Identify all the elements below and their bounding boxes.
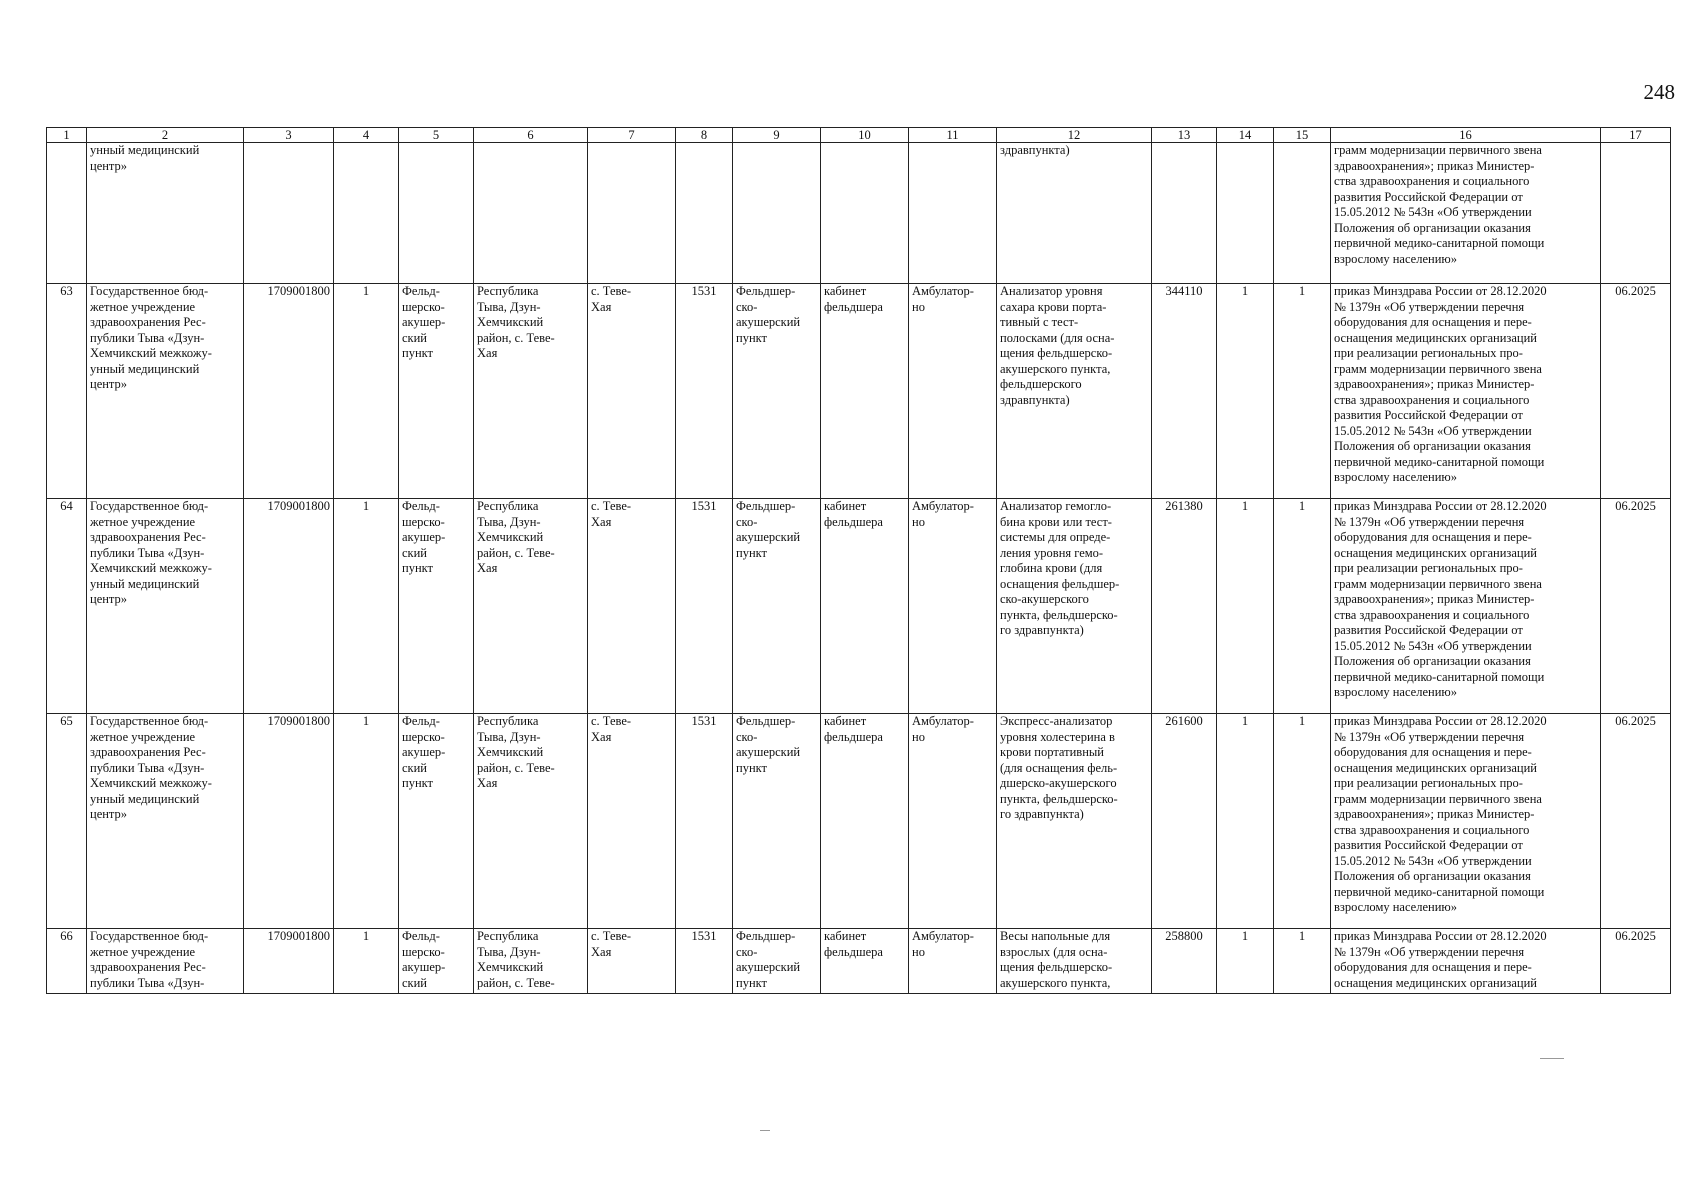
cell-inn: 1709001800 xyxy=(244,929,334,994)
cell-organization: Государственное бюд- жетное учреждение здравоохранения Рес- публики Тыва «Дзун- Хемчикский межкожу- унный медицинский центр» xyxy=(87,284,244,499)
cell-row-number: 63 xyxy=(47,284,87,499)
col-header-14: 14 xyxy=(1217,128,1274,143)
cell-date: 06.2025 xyxy=(1601,929,1671,994)
col-header-8: 8 xyxy=(676,128,733,143)
cell-unit xyxy=(733,143,821,284)
cell-room: кабинет фельдшера xyxy=(821,929,909,994)
cell-locality: с. Теве- Хая xyxy=(588,929,676,994)
cell-unit: Фельдшер- ско- акушерский пункт xyxy=(733,714,821,929)
cell-code: 1531 xyxy=(676,284,733,499)
cell-address: Республика Тыва, Дзун- Хемчикский район, с. Теве- xyxy=(474,929,588,994)
cell-code: 1531 xyxy=(676,714,733,929)
cell-date xyxy=(1601,143,1671,284)
cell-unit: Фельдшер- ско- акушерский пункт xyxy=(733,499,821,714)
col-header-10: 10 xyxy=(821,128,909,143)
cell-locality: с. Теве- Хая xyxy=(588,714,676,929)
cell-facility-type: Фельд- шерско- акушер- ский пункт xyxy=(399,499,474,714)
cell-row-number: 65 xyxy=(47,714,87,929)
cell-code: 1531 xyxy=(676,929,733,994)
cell-legal-basis: грамм модернизации первичного звена здравоохранения»; приказ Министер- ства здравоохранения и социального развития Российской Федерации от 15.05.2012 № 543н «Об утверждении Положения об организации оказания первичной медико-санитарной помощи взрослому населению» xyxy=(1331,143,1601,284)
cell-organization: Государственное бюд- жетное учреждение здравоохранения Рес- публики Тыва «Дзун- Хемчикский межкожу- унный медицинский центр» xyxy=(87,714,244,929)
cell-unit: Фельдшер- ско- акушерский пункт xyxy=(733,284,821,499)
col-header-13: 13 xyxy=(1152,128,1217,143)
cell-address: Республика Тыва, Дзун- Хемчикский район, с. Теве- Хая xyxy=(474,499,588,714)
cell-locality xyxy=(588,143,676,284)
cell-address xyxy=(474,143,588,284)
cell-price: 261600 xyxy=(1152,714,1217,929)
cell-col14: 1 xyxy=(1217,929,1274,994)
scan-artifact-mark xyxy=(760,1130,770,1131)
cell-care-form: Амбулатор- но xyxy=(909,284,997,499)
cell-facility-type: Фельд- шерско- акушер- ский пункт xyxy=(399,284,474,499)
cell-locality: с. Теве- Хая xyxy=(588,499,676,714)
cell-equipment: Анализатор уровня сахара крови порта- тивный с тест- полосками (для осна- щения фельдшерско- акушерского пункта, фельдшерского здравпункта) xyxy=(997,284,1152,499)
cell-col14 xyxy=(1217,143,1274,284)
cell-address: Республика Тыва, Дзун- Хемчикский район, с. Теве- Хая xyxy=(474,284,588,499)
cell-col4: 1 xyxy=(334,714,399,929)
cell-price: 258800 xyxy=(1152,929,1217,994)
cell-facility-type xyxy=(399,143,474,284)
cell-locality: с. Теве- Хая xyxy=(588,284,676,499)
cell-col4 xyxy=(334,143,399,284)
scan-artifact-mark xyxy=(1540,1058,1564,1059)
cell-inn: 1709001800 xyxy=(244,499,334,714)
cell-inn xyxy=(244,143,334,284)
cell-date: 06.2025 xyxy=(1601,499,1671,714)
cell-organization: Государственное бюд- жетное учреждение здравоохранения Рес- публики Тыва «Дзун- xyxy=(87,929,244,994)
table-row xyxy=(47,714,1671,929)
cell-care-form xyxy=(909,143,997,284)
col-header-2: 2 xyxy=(87,128,244,143)
cell-equipment: здравпункта) xyxy=(997,143,1152,284)
cell-legal-basis: приказ Минздрава России от 28.12.2020 № 1379н «Об утверждении перечня оборудования для оснащения и пере- оснащения медицинских организаций xyxy=(1331,929,1601,994)
cell-equipment: Анализатор гемогло- бина крови или тест- системы для опреде- ления уровня гемо- глобина крови (для оснащения фельдшер- ско-акушерского пункта, фельдшерско- го здравпункта) xyxy=(997,499,1152,714)
cell-price: 261380 xyxy=(1152,499,1217,714)
cell-col15: 1 xyxy=(1274,284,1331,499)
cell-organization: унный медицинский центр» xyxy=(87,143,244,284)
cell-legal-basis: приказ Минздрава России от 28.12.2020 № 1379н «Об утверждении перечня оборудования для оснащения и пере- оснащения медицинских организаций при реализации региональных про- грамм модернизации первичного звена здравоохранения»; приказ Министер- ства здравоохранения и социального развития Российской Федерации от 15.05.2012 № 543н «Об утверждении Положения об организации оказания первичной медико-санитарной помощи взрослому населению» xyxy=(1331,284,1601,499)
cell-row-number: 66 xyxy=(47,929,87,994)
cell-code: 1531 xyxy=(676,499,733,714)
cell-col4: 1 xyxy=(334,284,399,499)
cell-col15: 1 xyxy=(1274,714,1331,929)
col-header-6: 6 xyxy=(474,128,588,143)
cell-care-form: Амбулатор- но xyxy=(909,929,997,994)
cell-facility-type: Фельд- шерско- акушер- ский пункт xyxy=(399,714,474,929)
cell-inn: 1709001800 xyxy=(244,714,334,929)
equipment-register-table xyxy=(46,127,1671,994)
col-header-5: 5 xyxy=(399,128,474,143)
cell-col15: 1 xyxy=(1274,499,1331,714)
cell-room: кабинет фельдшера xyxy=(821,284,909,499)
cell-organization: Государственное бюд- жетное учреждение здравоохранения Рес- публики Тыва «Дзун- Хемчикский межкожу- унный медицинский центр» xyxy=(87,499,244,714)
cell-col14: 1 xyxy=(1217,284,1274,499)
cell-price xyxy=(1152,143,1217,284)
cell-col15: 1 xyxy=(1274,929,1331,994)
table-row xyxy=(47,929,1671,994)
cell-col4: 1 xyxy=(334,499,399,714)
cell-col14: 1 xyxy=(1217,714,1274,929)
cell-row-number: 64 xyxy=(47,499,87,714)
column-number-header xyxy=(47,128,1671,143)
col-header-17: 17 xyxy=(1601,128,1671,143)
cell-price: 344110 xyxy=(1152,284,1217,499)
cell-unit: Фельдшер- ско- акушерский пункт xyxy=(733,929,821,994)
cell-date: 06.2025 xyxy=(1601,284,1671,499)
cell-room xyxy=(821,143,909,284)
col-header-12: 12 xyxy=(997,128,1152,143)
col-header-9: 9 xyxy=(733,128,821,143)
cell-date: 06.2025 xyxy=(1601,714,1671,929)
col-header-3: 3 xyxy=(244,128,334,143)
cell-care-form: Амбулатор- но xyxy=(909,499,997,714)
col-header-1: 1 xyxy=(47,128,87,143)
cell-address: Республика Тыва, Дзун- Хемчикский район, с. Теве- Хая xyxy=(474,714,588,929)
cell-inn: 1709001800 xyxy=(244,284,334,499)
cell-care-form: Амбулатор- но xyxy=(909,714,997,929)
cell-room: кабинет фельдшера xyxy=(821,499,909,714)
col-header-15: 15 xyxy=(1274,128,1331,143)
cell-equipment: Экспресс-анализатор уровня холестерина в крови портативный (для оснащения фель- дшерско-акушерского пункта, фельдшерско- го здравпункта) xyxy=(997,714,1152,929)
cell-legal-basis: приказ Минздрава России от 28.12.2020 № 1379н «Об утверждении перечня оборудования для оснащения и пере- оснащения медицинских организаций при реализации региональных про- грамм модернизации первичного звена здравоохранения»; приказ Министер- ства здравоохранения и социального развития Российской Федерации от 15.05.2012 № 543н «Об утверждении Положения об организации оказания первичной медико-санитарной помощи взрослому населению» xyxy=(1331,499,1601,714)
cell-col15 xyxy=(1274,143,1331,284)
cell-code xyxy=(676,143,733,284)
cell-row-number xyxy=(47,143,87,284)
cell-room: кабинет фельдшера xyxy=(821,714,909,929)
cell-equipment: Весы напольные для взрослых (для осна- щения фельдшерско- акушерского пункта, xyxy=(997,929,1152,994)
page-number: 248 xyxy=(1643,80,1675,104)
cell-col4: 1 xyxy=(334,929,399,994)
table-row-continuation xyxy=(47,143,1671,284)
table-row xyxy=(47,499,1671,714)
cell-legal-basis: приказ Минздрава России от 28.12.2020 № 1379н «Об утверждении перечня оборудования для оснащения и пере- оснащения медицинских организаций при реализации региональных про- грамм модернизации первичного звена здравоохранения»; приказ Министер- ства здравоохранения и социального развития Российской Федерации от 15.05.2012 № 543н «Об утверждении Положения об организации оказания первичной медико-санитарной помощи взрослому населению» xyxy=(1331,714,1601,929)
table-row xyxy=(47,284,1671,499)
cell-facility-type: Фельд- шерско- акушер- ский xyxy=(399,929,474,994)
col-header-16: 16 xyxy=(1331,128,1601,143)
cell-col14: 1 xyxy=(1217,499,1274,714)
col-header-4: 4 xyxy=(334,128,399,143)
col-header-7: 7 xyxy=(588,128,676,143)
col-header-11: 11 xyxy=(909,128,997,143)
